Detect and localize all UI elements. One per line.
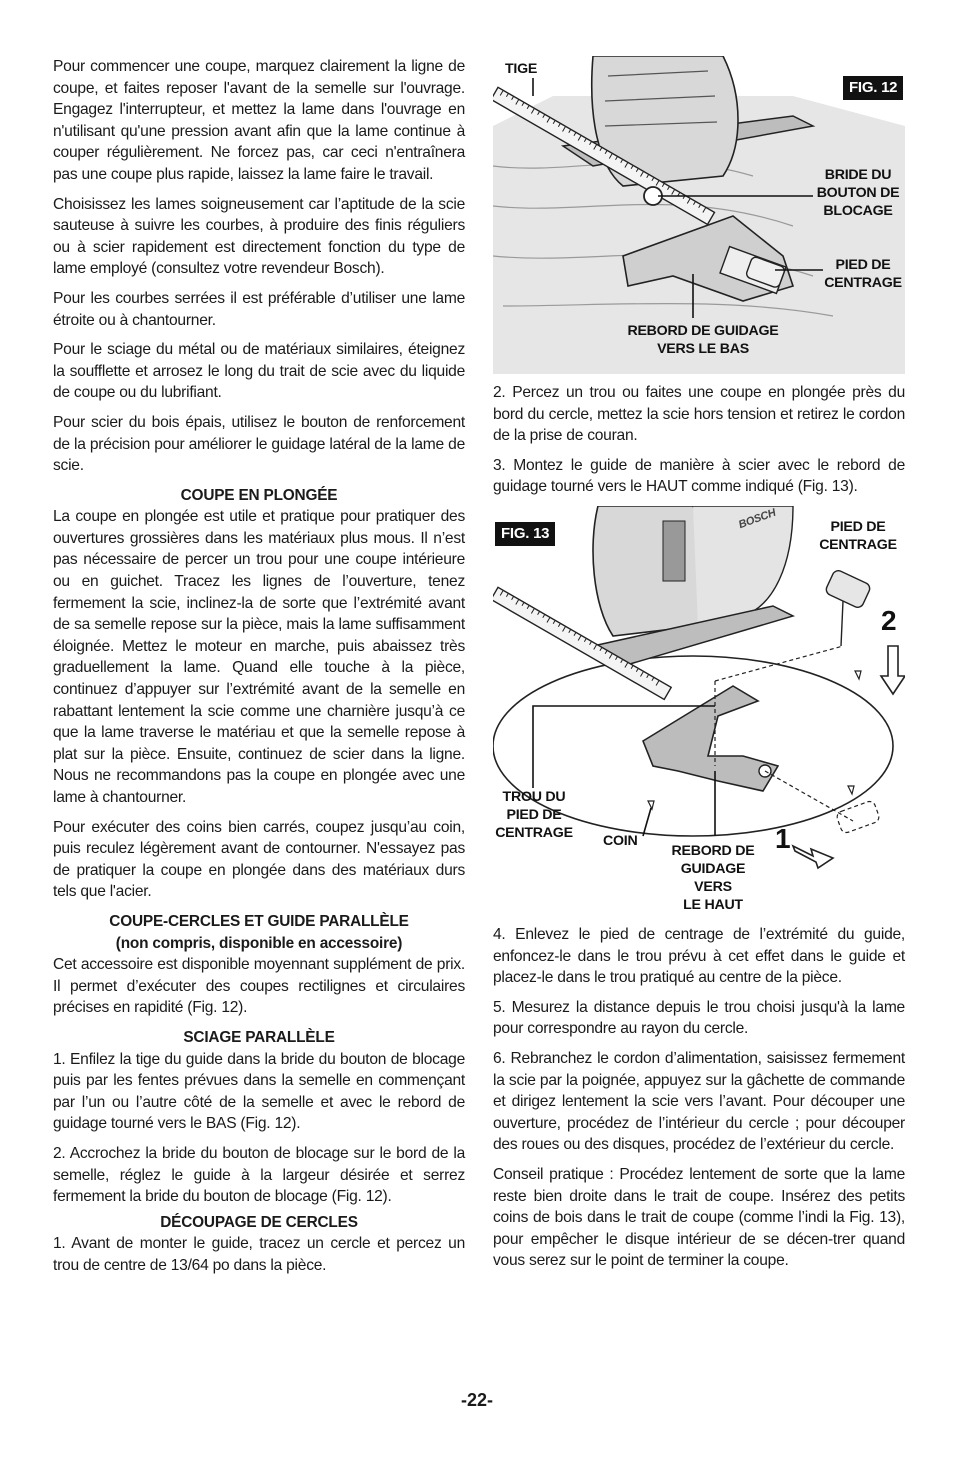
figure-13 xyxy=(493,506,905,916)
paragraph: Pour exécuter des coins bien carrés, coupez jusqu’au coin, puis reculez légèrement avant de contourner. N'essayez pas de pratiquer la coupe en plongée dans des matériaux durs tels que l'acier. xyxy=(53,818,465,901)
section-heading-plongee: COUPE EN PLONGÉE xyxy=(180,486,338,504)
right-column xyxy=(493,56,905,1280)
paragraph: 3. Montez le guide de manière à scier avec le rebord de guidage tourné vers le HAUT comme indiqué (Fig. 13). xyxy=(493,456,905,496)
callout-trou-pied-centrage: TROU DU PIED DE CENTRAGE xyxy=(495,788,573,841)
centering-pin-removed xyxy=(835,800,880,834)
paragraph: 4. Enlevez le pied de centrage de l’extrémité du guide, enfoncez-le dans le trou prévu à cet effet dans le guide et placez-le dans le trou pratiqué au centre de la pièce. xyxy=(493,925,905,987)
paragraph: 2. Accrochez la bride du bouton de blocage sur le bord de la semelle, réglez le guide à la largeur désirée et serrez fermement la bride du bouton de blocage (Fig. 12). xyxy=(53,1144,465,1206)
paragraph: 2. Percez un trou ou faites une coupe en plongée près du bord du cercle, mettez la scie hors tension et retirez le cordon de la prise de couran. xyxy=(493,384,905,445)
paragraph: Choisissez les lames soigneusement car l’aptitude de la scie sauteuse à suivre les courbes, à produire des finis réguliers ou à scier rapidement est directement fonction du type de lame employé (consultez votre revendeur Bosch). xyxy=(53,195,465,278)
paragraph: Conseil pratique : Procédez lentement de sorte que la lame reste bien droite dans le trait de coupe. Insérez des petits coins de bois dans le trait de coupe (comme l’indi la Fig. 13), pour empêcher le disque intérieur de se décen-trer quand vous serez sur le point de terminer la coupe. xyxy=(493,1165,905,1270)
figure-12-label: FIG. 12 xyxy=(843,76,903,100)
page-number: -22- xyxy=(460,1390,493,1410)
guide-body xyxy=(643,686,778,791)
step-number-1: 1 xyxy=(775,822,791,854)
paragraph: Pour commencer une coupe, marquez clairement la ligne de coupe, et faites reposer l'avant de la semelle sur l'ouvrage. Engagez l'interrupteur, et mettez la lame dans l'ouvrage en n'utilisant qu'une pression avant afin que la lame continue à couper régulièrement. Ne forcez pas, car ceci n'entraînera pas une coupe plus rapide, laissez la lame faire le travail. xyxy=(53,58,465,183)
centering-pin-spike xyxy=(841,601,843,646)
paragraph: La coupe en plongée est utile et pratique pour pratiquer des ouvertures grossières dans les matériaux plus mous. Il n’est pas nécessaire de percer un trou pour une coupe intérieure ou en guichet. Tracez les lignes de l’ouverture, tenez fermement la scie, inclinez-la de sorte que l’extrémité avant de sa semelle repose sur la pièce, mais la lame suffisamment éloignée. Mettez le moteur en marche, puis abaissez très graduellement la lame. Quand elle touche à la pièce, continuez d’appuyer sur l’extrémité avant de la semelle en rabattant lentement la scie comme une charnière jusqu’à ce que la lame traverse le matériau et que la semelle repose à plat sur la pièce. Ensuite, continuez de scier dans la ligne. Nous ne recommandons pas la coupe en plongée avec une lame à chantourner. xyxy=(53,508,465,806)
callout-rebord-guidage-bas: REBORD DE GUIDAGE VERS LE BAS xyxy=(627,323,779,357)
arrow-right-icon xyxy=(793,846,833,868)
callout-pied-centrage: PIED DE CENTRAGE xyxy=(824,257,902,291)
paragraph: 5. Mesurez la distance depuis le trou choisi jusqu'à la lame pour correspondre au rayon du cercle. xyxy=(493,998,905,1038)
callout-rebord-guidage-haut: REBORD DE GUIDAGE VERS LE HAUT xyxy=(671,842,755,913)
paragraph: Pour le sciage du métal ou de matériaux similaires, éteignez la soufflette et arrosez le long du trait de scie avec du liquide de coupe ou du lubrifiant. xyxy=(53,341,465,402)
left-column xyxy=(53,56,465,1284)
paragraph: Pour les courbes serrées il est préférable d’utiliser une lame étroite ou à chantourner. xyxy=(53,289,465,329)
paragraph: Cet accessoire est disponible moyennant supplément de prix. Il permet d’exécuter des coupes rectilignes et circulaires précises en rapidité (Fig. 12). xyxy=(53,956,465,1017)
arrow-down-icon xyxy=(881,646,905,694)
paragraph: Pour scier du bois épais, utilisez le bouton de renforcement de la précision pour améliorer le guidage latéral de la lame de scie. xyxy=(53,413,465,475)
paragraph: 1. Avant de monter le guide, tracez un cercle et percez un trou de centre de 13/64 po dans la pièce. xyxy=(53,1235,465,1274)
projection-lines xyxy=(715,646,853,821)
figure-13-label: FIG. 13 xyxy=(495,522,555,546)
step-number-2: 2 xyxy=(881,604,897,636)
paragraph: 6. Rebranchez le cordon d’alimentation, saisissez fermement la scie par la poignée, appuyez sur la gâchette de commande et dirigez lentement la scie vers l’avant. Pour découper une ouverture, procédez de l’intérieur du cercle ; pour découper des roues ou des disques, procédez de l’extérieur du cercle. xyxy=(493,1049,905,1154)
section-heading-sciage-parallele: SCIAGE PARALLÈLE xyxy=(183,1028,335,1046)
callout-coin: COIN xyxy=(603,832,638,849)
section-heading-coupe-cercles: COUPE-CERCLES ET GUIDE PARALLÈLE xyxy=(109,912,409,930)
jigsaw-grip xyxy=(663,521,685,581)
callout-pied-centrage: PIED DE CENTRAGE xyxy=(819,518,897,553)
brand-logo: BOSCH xyxy=(737,506,778,532)
section-heading-decoupage-cercles: DÉCOUPAGE DE CERCLES xyxy=(160,1213,358,1231)
callout-tige: TIGE xyxy=(505,61,538,77)
leader-line-coin xyxy=(643,808,651,836)
jigsaw-body xyxy=(593,506,707,636)
centering-pin xyxy=(824,569,871,609)
figure-12 xyxy=(493,56,905,374)
callout-bride-bouton-blocage: BRIDE DU BOUTON DE BLOCAGE xyxy=(816,167,900,219)
paragraph: 1. Enfilez la tige du guide dans la bride du bouton de blocage puis par les fentes prévues dans la semelle en commençant par l’un ou l’autre côté de la semelle et avec le rebord de guidage tourné vers le BAS (Fig. 12). xyxy=(53,1050,465,1133)
section-subheading-accessoire: (non compris, disponible en accessoire) xyxy=(115,934,403,952)
